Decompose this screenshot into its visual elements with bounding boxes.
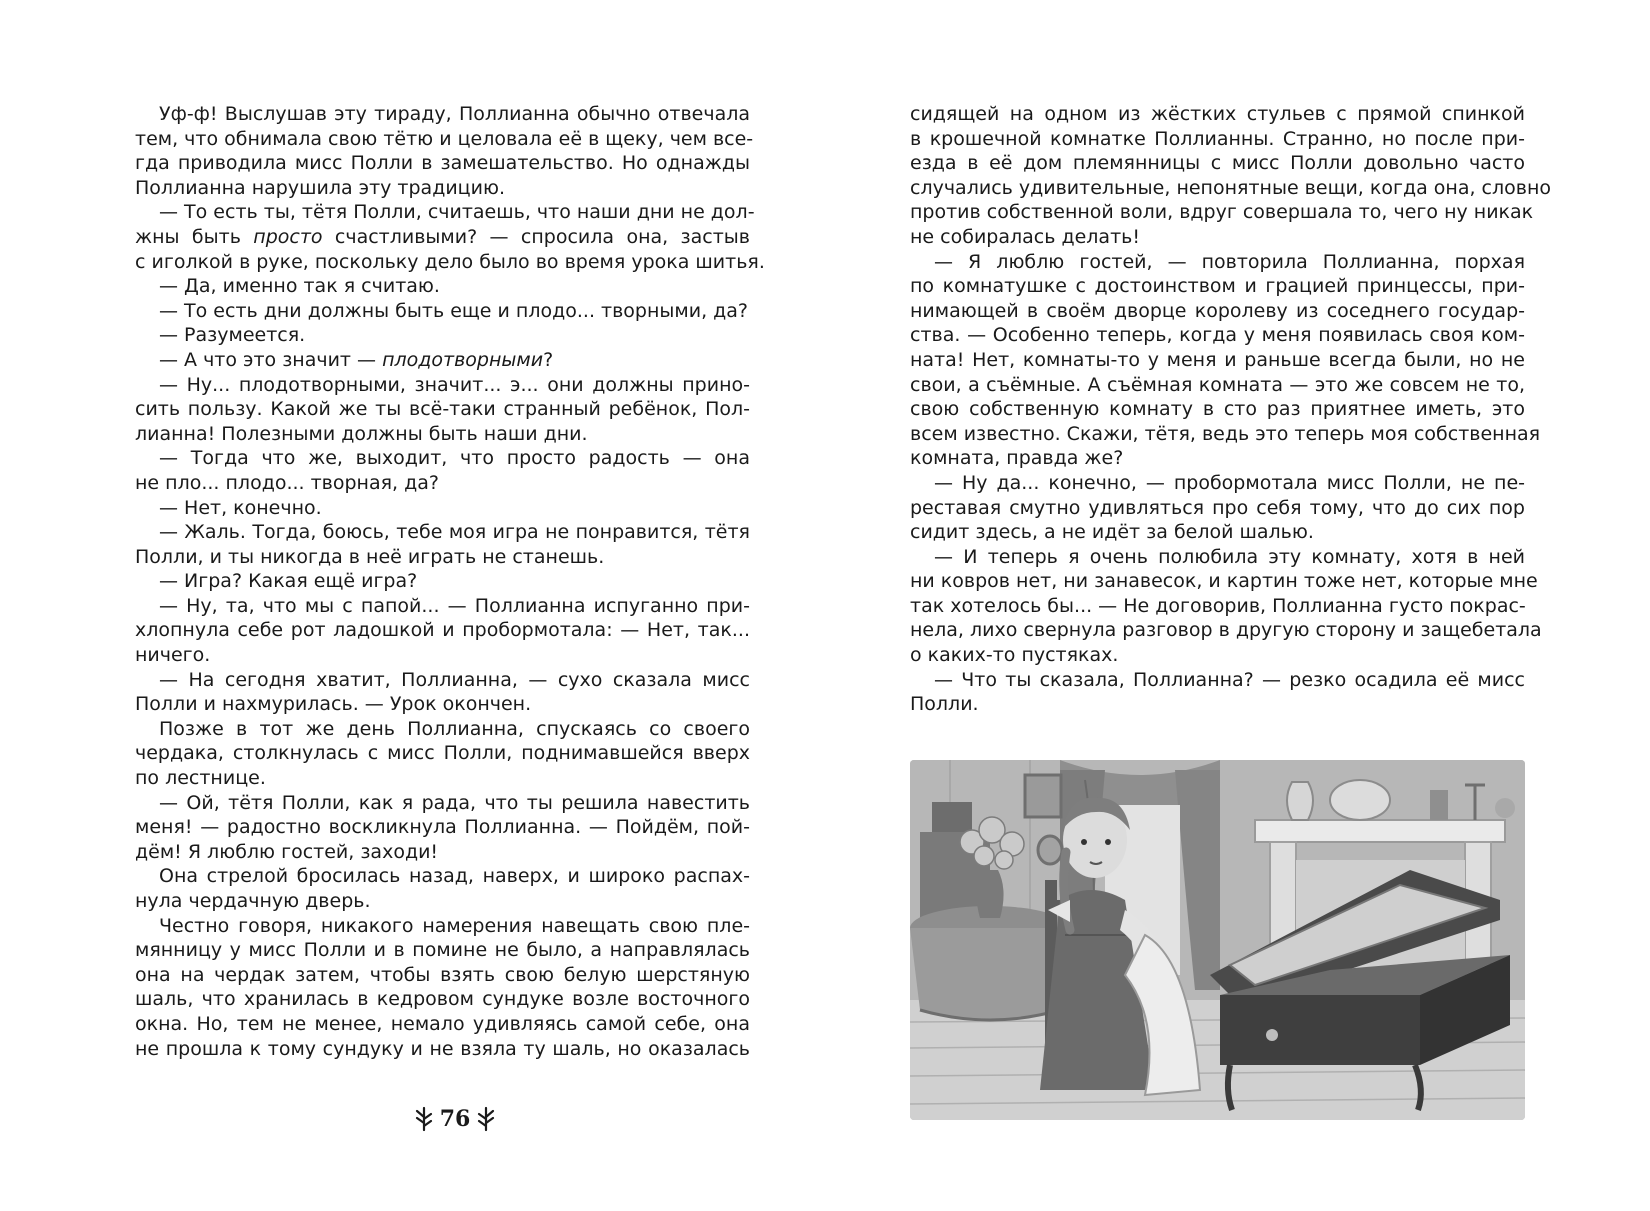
- text-line: — Тогда что же, выходит, что просто радость — она: [159, 447, 750, 470]
- text-line: против собственной воли, вдруг совершала то, чего ну никак: [910, 201, 1534, 224]
- text-line: чердака, столкнулась с мисс Полли, поднимавшейся вверх: [135, 742, 750, 765]
- text-line: нела, лихо свернула разговор в другую сторону и защебетала: [910, 619, 1542, 642]
- text-line: — То есть дни должны быть еще и плодо... творными, да?: [159, 299, 749, 322]
- text-line: — Да, именно так я считаю.: [159, 275, 440, 298]
- text-line: не прошла к тому сундуку и не взяла ту шаль, но оказалась: [135, 1037, 750, 1060]
- text-line: — И теперь я очень полюбила эту комнату, хотя в ней: [934, 545, 1525, 568]
- text-fragment: ?: [543, 348, 554, 371]
- text-line: — То есть ты, тётя Полли, считаешь, что наши дни не дол-: [159, 201, 755, 224]
- text-line: Полли, и ты никогда в неё играть не станешь.: [135, 545, 605, 568]
- text-line: — Ну... плодотворными, значит... э... они должны прино-: [159, 373, 750, 396]
- text-line: нимающей в своём дворце королеву из соседнего государ-: [910, 299, 1525, 322]
- text-line: ничего.: [135, 644, 211, 667]
- text-line: — Жаль. Тогда, боюсь, тебе моя игра не понравится, тётя: [159, 521, 750, 544]
- text-line: ни ковров нет, ни занавесок, и картин тоже нет, которые мне: [910, 570, 1538, 593]
- text-line: Честно говоря, никакого намерения навещать свою пле-: [159, 914, 750, 937]
- text-line: по комнатушке с достоинством и грацией принцессы, при-: [910, 275, 1525, 298]
- text-fragment: — А что это значит —: [159, 348, 383, 371]
- text-line: — Ну, та, что мы с папой... — Поллианна испуганно при-: [159, 594, 750, 617]
- text-line: свои, а съёмные. А съёмная комната — это же совсем не то,: [910, 373, 1525, 396]
- right-page: [910, 102, 1552, 717]
- text-line: меня! — радостно воскликнула Поллианна. — Пойдём, пой-: [135, 816, 750, 839]
- text-line: Позже в тот же день Поллианна, спускаясь со своего: [159, 717, 750, 740]
- illustration: [910, 760, 1525, 1120]
- page-number-text: 76: [439, 1106, 471, 1132]
- italic-word: плодотворными: [382, 348, 544, 371]
- text-line: она на чердак затем, чтобы взять свою белую шерстяную: [135, 963, 750, 986]
- text-line: сидит здесь, а не идёт за белой шалью.: [910, 521, 1314, 544]
- text-line: тем, что обнимала свою тётю и целовала её в щеку, чем все-: [135, 127, 754, 150]
- text-line: по лестнице.: [135, 767, 266, 790]
- italic-word: просто: [253, 225, 323, 248]
- left-page: [135, 102, 765, 1061]
- text-line: Полли.: [910, 693, 979, 716]
- ornament-right-icon: [476, 1106, 496, 1132]
- text-line: не собиралась делать!: [910, 225, 1140, 248]
- text-line: всем известно. Скажи, тётя, ведь это теперь моя собственная: [910, 422, 1541, 445]
- text-line: сидящей на одном из жёстких стульев с прямой спинкой: [910, 103, 1525, 125]
- text-line: свою собственную комнату в сто раз приятнее иметь, это: [910, 398, 1525, 421]
- text-line: — Ой, тётя Полли, как я рада, что ты решила навестить: [159, 791, 750, 814]
- text-line: — Разумеется.: [159, 324, 306, 347]
- illustration-scene: [910, 760, 1525, 1120]
- text-fragment: жны быть: [135, 225, 254, 248]
- text-line: случались удивительные, непонятные вещи, когда она, словно: [910, 176, 1552, 199]
- text-line: — Ну да... конечно, — пробормотала мисс Полли, не пе-: [934, 471, 1525, 494]
- text-line: дём! Я люблю гостей, заходи!: [135, 840, 439, 863]
- text-line: Полли и нахмурилась. — Урок окончен.: [135, 693, 532, 716]
- ornament-left-icon: [414, 1106, 434, 1132]
- text-line: в крошечной комнатке Поллианны. Странно, но после при-: [910, 127, 1525, 150]
- text-line: Уф-ф! Выслушав эту тираду, Поллианна обычно отвечала: [159, 103, 750, 125]
- text-line: лианна! Полезными должны быть наши дни.: [135, 422, 588, 445]
- text-line: ства. — Особенно теперь, когда у меня появилась своя ком-: [910, 324, 1525, 347]
- text-line: [135, 348, 750, 373]
- text-line: [135, 225, 750, 250]
- text-line: — На сегодня хватит, Поллианна, — сухо сказала мисс: [159, 668, 750, 691]
- text-line: езда в её дом племянницы с мисс Полли довольно часто: [910, 152, 1525, 175]
- text-line: реставая смутно удивляться про себя тому, что до сих пор: [910, 496, 1525, 519]
- text-line: ната! Нет, комнаты-то у меня и раньше всегда были, но не: [910, 348, 1525, 371]
- text-line: хлопнула себе рот ладошкой и пробормотала: — Нет, так...: [135, 619, 750, 642]
- text-fragment: счастливыми? — спросила она, застыв: [322, 225, 751, 248]
- page-number: [400, 1102, 510, 1136]
- text-line: Она стрелой бросилась назад, наверх, и широко распах-: [159, 865, 750, 888]
- text-line: — Нет, конечно.: [159, 496, 322, 519]
- text-line: — Я люблю гостей, — повторила Поллианна, порхая: [934, 250, 1525, 273]
- text-line: так хотелось бы... — Не договорив, Поллианна густо покрас-: [910, 594, 1526, 617]
- text-line: Поллианна нарушила эту традицию.: [135, 176, 505, 199]
- text-line: сить пользу. Какой же ты всё-таки странный ребёнок, Пол-: [135, 398, 750, 421]
- text-line: — Что ты сказала, Поллианна? — резко осадила её мисс: [934, 668, 1525, 691]
- text-line: шаль, что хранилась в кедровом сундуке возле восточного: [135, 988, 750, 1011]
- text-line: о каких-то пустяках.: [910, 644, 1119, 667]
- text-line: мянницу у мисс Полли и в помине не было, а направлялась: [135, 939, 750, 962]
- text-line: с иголкой в руке, поскольку дело было во время урока шитья.: [135, 250, 765, 273]
- text-line: не пло... плодо... творная, да?: [135, 471, 439, 494]
- text-line: нула чердачную дверь.: [135, 890, 371, 912]
- text-line: комната, правда же?: [910, 447, 1124, 470]
- text-line: — Игра? Какая ещё игра?: [159, 570, 418, 593]
- text-line: окна. Но, тем не менее, немало удивляясь самой себе, она: [135, 1012, 750, 1035]
- text-line: гда приводила мисс Полли в замешательство. Но однажды: [135, 152, 750, 175]
